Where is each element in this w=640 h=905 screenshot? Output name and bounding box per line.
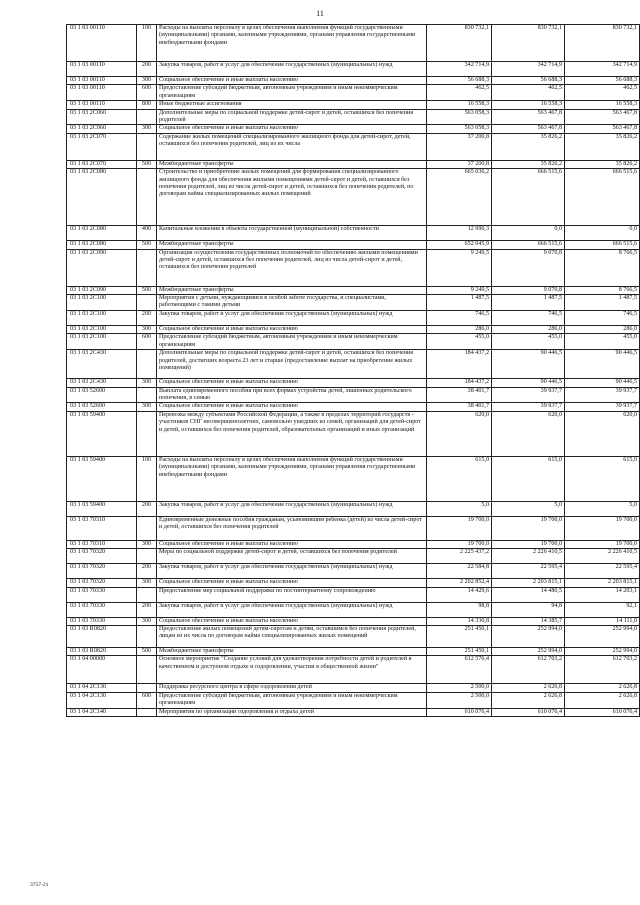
row-value-2: 462,5 [492, 85, 565, 101]
table-row [67, 25, 640, 62]
row-value-1: 251 450,1 [427, 625, 492, 647]
row-name: Выплата единовременного пособия при всех формах устройства детей, лишенных родительского попечения, в семью [157, 387, 427, 403]
row-value-3: 35 826,2 [565, 160, 640, 168]
row-value-2: 1 487,5 [492, 295, 565, 311]
row-kind: 100 [137, 456, 157, 501]
row-kind: 100 [137, 25, 157, 62]
table-row [67, 295, 640, 311]
row-code: 03 1 03 2С100 [67, 295, 137, 311]
row-value-2: 56 688,3 [492, 77, 565, 85]
table-row [67, 62, 640, 77]
row-name: Социальное обеспечение и иные выплаты населению [157, 125, 427, 133]
row-code: 03 1 04 2С130 [67, 692, 137, 708]
row-name: Закупка товаров, работ и услуг для обеспечения государственных (муниципальных) нужд [157, 564, 427, 579]
row-code: 03 1 03 00110 [67, 77, 137, 85]
row-value-3: 35 826,2 [565, 133, 640, 160]
row-kind [137, 625, 157, 647]
table-row [67, 226, 640, 241]
row-value-1: 37 200,8 [427, 133, 492, 160]
row-value-2: 35 826,2 [492, 160, 565, 168]
row-value-1: 184 437,2 [427, 350, 492, 379]
row-name: Социальное обеспечение и иные выплаты населению [157, 579, 427, 587]
row-code: 03 1 03 00110 [67, 25, 137, 62]
row-value-1: 746,5 [427, 310, 492, 325]
row-value-1: 612 576,4 [427, 656, 492, 684]
row-value-1: 455,0 [427, 334, 492, 350]
row-name: Социальное обеспечение и иные выплаты населению [157, 77, 427, 85]
row-kind: 300 [137, 579, 157, 587]
row-code: 03 1 03 70330 [67, 602, 137, 617]
table-row [67, 101, 640, 109]
row-value-1: 12 990,3 [427, 226, 492, 241]
table-row [67, 310, 640, 325]
row-code: 03 1 03 2С060 [67, 125, 137, 133]
row-kind: 400 [137, 226, 157, 241]
row-kind: 300 [137, 125, 157, 133]
row-value-2: 612 703,2 [492, 656, 565, 684]
row-value-1: 9 249,5 [427, 249, 492, 286]
row-code: 03 1 03 2С060 [67, 109, 137, 125]
row-code: 03 1 03 2С090 [67, 286, 137, 294]
row-value-2: 830 732,1 [492, 25, 565, 62]
row-code: 03 1 03 2С070 [67, 160, 137, 168]
row-value-3: 252 994,0 [565, 625, 640, 647]
row-value-2: 563 467,8 [492, 125, 565, 133]
row-kind [137, 708, 157, 716]
row-name: Организация осуществления государственных полномочий по обеспечению жилыми помещениями детей-сирот и детей, оставшихся без попечения родителей, лиц из числа детей-сирот и детей, оставшихся без попечения родителей [157, 249, 427, 286]
table-row [67, 564, 640, 579]
row-value-2: 2 203 815,1 [492, 579, 565, 587]
row-code: 03 1 03 70330 [67, 617, 137, 625]
row-kind: 300 [137, 325, 157, 333]
row-value-3: 455,0 [565, 334, 640, 350]
row-kind: 300 [137, 403, 157, 411]
row-value-1: 184 437,2 [427, 379, 492, 387]
row-name: Предоставление субсидий бюджетным, автономным учреждениям и иным некоммерческим организациям [157, 692, 427, 708]
table-row [67, 77, 640, 85]
row-value-1: 286,0 [427, 325, 492, 333]
row-kind [137, 684, 157, 692]
row-value-3: 830 732,1 [565, 25, 640, 62]
table-row [67, 286, 640, 294]
row-kind [137, 656, 157, 684]
row-kind [137, 387, 157, 403]
row-name: Предоставление субсидий бюджетным, автономным учреждениям и иным некоммерческим организациям [157, 334, 427, 350]
row-value-3: 14 203,1 [565, 587, 640, 602]
table-row [67, 549, 640, 564]
row-value-2: 22 595,4 [492, 564, 565, 579]
row-kind [137, 587, 157, 602]
row-kind: 500 [137, 647, 157, 655]
row-value-1: 37 200,8 [427, 160, 492, 168]
table-row [67, 516, 640, 540]
row-value-1: 2 500,0 [427, 684, 492, 692]
row-value-3: 666 515,6 [565, 169, 640, 226]
table-row [67, 403, 640, 411]
row-value-3: 39 937,7 [565, 403, 640, 411]
table-row [67, 708, 640, 716]
row-value-2: 16 558,3 [492, 101, 565, 109]
row-value-3: 14 111,0 [565, 617, 640, 625]
row-value-2: 563 467,8 [492, 109, 565, 125]
row-code: 03 1 03 2С100 [67, 334, 137, 350]
row-value-3: 19 700,0 [565, 540, 640, 548]
row-code: 03 1 03 2С070 [67, 133, 137, 160]
row-kind: 200 [137, 62, 157, 77]
row-code: 03 1 03 2С080 [67, 241, 137, 249]
row-code: 03 1 03 70320 [67, 579, 137, 587]
row-kind: 300 [137, 540, 157, 548]
row-value-2: 94,8 [492, 602, 565, 617]
row-value-3: 286,0 [565, 325, 640, 333]
row-code: 03 1 03 70330 [67, 587, 137, 602]
row-kind [137, 295, 157, 311]
row-name: Меры по социальной поддержке детей-сирот и детей, оставшихся без попечения родителей [157, 549, 427, 564]
row-kind [137, 169, 157, 226]
row-code: 03 1 03 00110 [67, 85, 137, 101]
page-number: 11 [316, 9, 324, 18]
row-value-2: 39 937,7 [492, 387, 565, 403]
row-value-1: 14 429,6 [427, 587, 492, 602]
row-value-2: 620,0 [492, 411, 565, 456]
table-row [67, 501, 640, 516]
row-name: Расходы на выплаты персоналу в целях обеспечения выполнения функций государственными (муниципальными) органами, казенными учреждениями, органами управления государственными внебюджетными фондами [157, 456, 427, 501]
row-name: Дополнительные меры по социальной поддержке детей-сирот и детей, оставшихся без попечения родителей, достигших возраста 23 лет и старше (предоставление выплат на приобретение жилых помещений) [157, 350, 427, 379]
row-value-1: 830 732,1 [427, 25, 492, 62]
row-kind [137, 549, 157, 564]
footer-code: 3757-21 [30, 882, 49, 888]
row-value-2: 14 385,7 [492, 617, 565, 625]
table-row [67, 456, 640, 501]
table-row [67, 587, 640, 602]
row-value-3: 620,0 [565, 411, 640, 456]
row-value-3: 2 626,8 [565, 692, 640, 708]
table-row [67, 334, 640, 350]
row-value-1: 16 558,3 [427, 101, 492, 109]
row-name: Социальное обеспечение и иные выплаты населению [157, 379, 427, 387]
row-value-2: 90 446,5 [492, 350, 565, 379]
table-row [67, 85, 640, 101]
row-value-3: 16 558,3 [565, 101, 640, 109]
row-code: 03 1 03 2С080 [67, 226, 137, 241]
table-row [67, 160, 640, 168]
row-kind: 300 [137, 617, 157, 625]
row-value-1: 56 688,3 [427, 77, 492, 85]
row-name: Закупка товаров, работ и услуг для обеспечения государственных (муниципальных) нужд [157, 501, 427, 516]
row-value-3: 610 076,4 [565, 708, 640, 716]
row-value-3: 746,5 [565, 310, 640, 325]
row-value-3: 2 226 410,5 [565, 549, 640, 564]
row-value-2: 252 994,0 [492, 625, 565, 647]
table-row [67, 109, 640, 125]
row-name: Поддержка ресурсного центра в сфере оздоровления детей [157, 684, 427, 692]
row-name: Мероприятия с детьми, нуждающимися в особой заботе государства, и специалистами, работающими с такими детьми [157, 295, 427, 311]
row-code: 03 1 04 2С130 [67, 684, 137, 692]
table-row [67, 684, 640, 692]
row-value-3: 90 446,5 [565, 350, 640, 379]
row-value-1: 38 401,7 [427, 387, 492, 403]
row-code: 03 1 03 52600 [67, 387, 137, 403]
row-kind: 200 [137, 310, 157, 325]
row-code: 03 1 03 70320 [67, 549, 137, 564]
row-code: 03 1 03 59400 [67, 456, 137, 501]
row-value-1: 2 500,0 [427, 692, 492, 708]
row-name: Межбюджетные трансферты [157, 286, 427, 294]
row-value-2: 342 714,9 [492, 62, 565, 77]
table-row [67, 350, 640, 379]
row-name: Основное мероприятие "Создание условий для удовлетворения потребности детей и родителей в качественном и доступном отдыхе и оздоровлении, участии в общественной жизни" [157, 656, 427, 684]
row-name: Капитальные вложения в объекты государственной (муниципальной) собственности [157, 226, 427, 241]
row-value-1: 563 058,3 [427, 125, 492, 133]
row-value-3: 2 626,8 [565, 684, 640, 692]
budget-table [66, 24, 640, 717]
table-row [67, 625, 640, 647]
table-row [67, 133, 640, 160]
row-name: Социальное обеспечение и иные выплаты населению [157, 617, 427, 625]
row-kind: 200 [137, 564, 157, 579]
row-value-3: 563 467,8 [565, 109, 640, 125]
row-value-3: 39 937,7 [565, 387, 640, 403]
row-kind [137, 516, 157, 540]
row-value-2: 5,0 [492, 501, 565, 516]
row-name: Закупка товаров, работ и услуг для обеспечения государственных (муниципальных) нужд [157, 602, 427, 617]
row-value-3: 462,5 [565, 85, 640, 101]
table-row [67, 169, 640, 226]
table-row [67, 579, 640, 587]
row-code: 03 1 03 2С430 [67, 350, 137, 379]
row-value-1: 610 076,4 [427, 708, 492, 716]
row-value-3: 5,0 [565, 501, 640, 516]
row-name: Дополнительные меры по социальной поддержке детей-сирот и детей, оставшихся без попечения родителей [157, 109, 427, 125]
row-value-3: 615,0 [565, 456, 640, 501]
row-code: 03 1 04 2С140 [67, 708, 137, 716]
row-name: Межбюджетные трансферты [157, 647, 427, 655]
table-row [67, 387, 640, 403]
row-kind: 800 [137, 101, 157, 109]
row-code: 03 1 03 00110 [67, 62, 137, 77]
row-name: Расходы на выплаты персоналу в целях обеспечения выполнения функций государственными (муниципальными) органами, казенными учреждениями, органами управления государственными внебюджетными фондами [157, 25, 427, 62]
row-value-2: 666 515,6 [492, 241, 565, 249]
row-value-1: 620,0 [427, 411, 492, 456]
row-value-3: 666 515,6 [565, 241, 640, 249]
row-kind [137, 133, 157, 160]
row-kind: 300 [137, 379, 157, 387]
table-row [67, 617, 640, 625]
row-code: 03 1 03 2С430 [67, 379, 137, 387]
row-code: 03 1 03 70310 [67, 540, 137, 548]
row-value-1: 615,0 [427, 456, 492, 501]
row-value-3: 1 487,5 [565, 295, 640, 311]
row-value-2: 9 070,8 [492, 286, 565, 294]
row-value-3: 8 766,5 [565, 286, 640, 294]
row-name: Межбюджетные трансферты [157, 241, 427, 249]
row-value-2: 0,0 [492, 226, 565, 241]
row-code: 03 1 03 2С080 [67, 169, 137, 226]
table-row [67, 540, 640, 548]
row-value-1: 14 330,8 [427, 617, 492, 625]
row-code: 03 1 03 70310 [67, 516, 137, 540]
row-value-1: 9 249,5 [427, 286, 492, 294]
row-value-3: 2 203 815,1 [565, 579, 640, 587]
table-row [67, 325, 640, 333]
row-name: Социальное обеспечение и иные выплаты населению [157, 325, 427, 333]
row-value-3: 19 700,0 [565, 516, 640, 540]
row-value-2: 746,5 [492, 310, 565, 325]
row-value-3: 56 688,3 [565, 77, 640, 85]
row-name: Мероприятия по организации оздоровления и отдыха детей [157, 708, 427, 716]
row-kind [137, 249, 157, 286]
table-row [67, 602, 640, 617]
row-value-2: 2 626,8 [492, 684, 565, 692]
row-code: 03 1 03 2С100 [67, 310, 137, 325]
row-code: 03 1 03 59400 [67, 411, 137, 456]
row-value-1: 19 700,0 [427, 516, 492, 540]
row-code: 03 1 03 52600 [67, 403, 137, 411]
table-row [67, 249, 640, 286]
table-row [67, 241, 640, 249]
table-row [67, 656, 640, 684]
row-value-3: 342 714,9 [565, 62, 640, 77]
row-value-2: 2 626,8 [492, 692, 565, 708]
row-kind: 300 [137, 77, 157, 85]
row-value-2: 610 076,4 [492, 708, 565, 716]
row-code: 03 1 03 00110 [67, 101, 137, 109]
row-value-3: 612 703,2 [565, 656, 640, 684]
row-name: Предоставление жилых помещений детям-сиротам и детям, оставшимся без попечения родителей, лицам из их числа по договорам найма специализированных жилых помещений [157, 625, 427, 647]
row-value-1: 19 700,0 [427, 540, 492, 548]
row-value-1: 1 487,5 [427, 295, 492, 311]
row-kind [137, 411, 157, 456]
row-value-2: 90 446,5 [492, 379, 565, 387]
row-value-1: 2 202 852,4 [427, 579, 492, 587]
row-value-1: 665 036,2 [427, 169, 492, 226]
table-row [67, 692, 640, 708]
row-value-1: 5,0 [427, 501, 492, 516]
row-value-3: 90 446,5 [565, 379, 640, 387]
row-value-2: 615,0 [492, 456, 565, 501]
row-kind: 600 [137, 692, 157, 708]
row-name: Предоставление мер социальной поддержки по постинтернатному сопровождению [157, 587, 427, 602]
row-value-2: 35 826,2 [492, 133, 565, 160]
row-name: Предоставление субсидий бюджетным, автономным учреждениям и иным некоммерческим организациям [157, 85, 427, 101]
row-name: Иные бюджетные ассигнования [157, 101, 427, 109]
table-row [67, 379, 640, 387]
row-value-1: 251 450,1 [427, 647, 492, 655]
row-value-2: 2 226 410,5 [492, 549, 565, 564]
row-value-3: 563 467,8 [565, 125, 640, 133]
row-name: Закупка товаров, работ и услуг для обеспечения государственных (муниципальных) нужд [157, 310, 427, 325]
row-value-2: 39 937,7 [492, 403, 565, 411]
row-value-3: 22 595,4 [565, 564, 640, 579]
row-value-2: 252 994,0 [492, 647, 565, 655]
row-kind: 600 [137, 334, 157, 350]
row-name: Межбюджетные трансферты [157, 160, 427, 168]
table-row [67, 647, 640, 655]
row-kind: 500 [137, 286, 157, 294]
row-value-1: 342 714,9 [427, 62, 492, 77]
row-code: 03 1 03 2С100 [67, 325, 137, 333]
row-kind: 200 [137, 501, 157, 516]
row-value-1: 98,8 [427, 602, 492, 617]
row-name: Единовременные денежные пособия гражданам, усыновившим ребенка (детей) из числа детей-сирот и детей, оставшихся без попечения родителей [157, 516, 427, 540]
row-kind [137, 109, 157, 125]
row-value-2: 666 515,6 [492, 169, 565, 226]
row-code: 03 1 03 R0820 [67, 647, 137, 655]
row-value-1: 38 401,7 [427, 403, 492, 411]
row-value-2: 9 070,8 [492, 249, 565, 286]
row-kind: 600 [137, 85, 157, 101]
row-value-3: 8 766,5 [565, 249, 640, 286]
row-name: Содержание жилых помещений специализированного жилищного фонда для детей-сирот, детей, оставшихся без попечения родителей, лиц из их числа [157, 133, 427, 160]
row-kind: 200 [137, 602, 157, 617]
row-code: 03 1 04 00000 [67, 656, 137, 684]
row-name: Социальное обеспечение и иные выплаты населению [157, 403, 427, 411]
row-name: Социальное обеспечение и иные выплаты населению [157, 540, 427, 548]
row-code: 03 1 03 59400 [67, 501, 137, 516]
row-code: 03 1 03 R0820 [67, 625, 137, 647]
row-code: 03 1 03 2С090 [67, 249, 137, 286]
row-value-2: 455,0 [492, 334, 565, 350]
row-code: 03 1 03 70320 [67, 564, 137, 579]
row-value-3: 92,1 [565, 602, 640, 617]
row-value-1: 462,5 [427, 85, 492, 101]
table-row [67, 125, 640, 133]
table-row [67, 411, 640, 456]
row-name: Строительство и приобретение жилых помещений для формирования специализированного жилищного фонда для обеспечения жилыми помещениями детей-сирот и детей, оставшихся без попечения родителей, лиц из числа детей-сирот и детей, оставшихся без попечения родителей, по договорам найма специализированных жилых помещений [157, 169, 427, 226]
row-value-2: 14 480,5 [492, 587, 565, 602]
row-value-3: 0,0 [565, 226, 640, 241]
row-value-1: 22 584,8 [427, 564, 492, 579]
row-value-1: 652 045,9 [427, 241, 492, 249]
row-value-2: 19 700,0 [492, 516, 565, 540]
row-value-3: 252 994,0 [565, 647, 640, 655]
row-kind: 500 [137, 241, 157, 249]
row-kind [137, 350, 157, 379]
row-name: Перевозка между субъектами Российской Федерации, а также в пределах территорий государств - участников СНГ несовершеннолетних, самовольно ушедших из семей, организаций для детей-сирот и детей, оставшихся без попечения родителей, образовательных организаций и иных организаций [157, 411, 427, 456]
row-value-1: 2 225 437,2 [427, 549, 492, 564]
row-value-1: 563 058,3 [427, 109, 492, 125]
row-name: Закупка товаров, работ и услуг для обеспечения государственных (муниципальных) нужд [157, 62, 427, 77]
row-kind: 500 [137, 160, 157, 168]
row-value-2: 19 700,0 [492, 540, 565, 548]
row-value-2: 286,0 [492, 325, 565, 333]
